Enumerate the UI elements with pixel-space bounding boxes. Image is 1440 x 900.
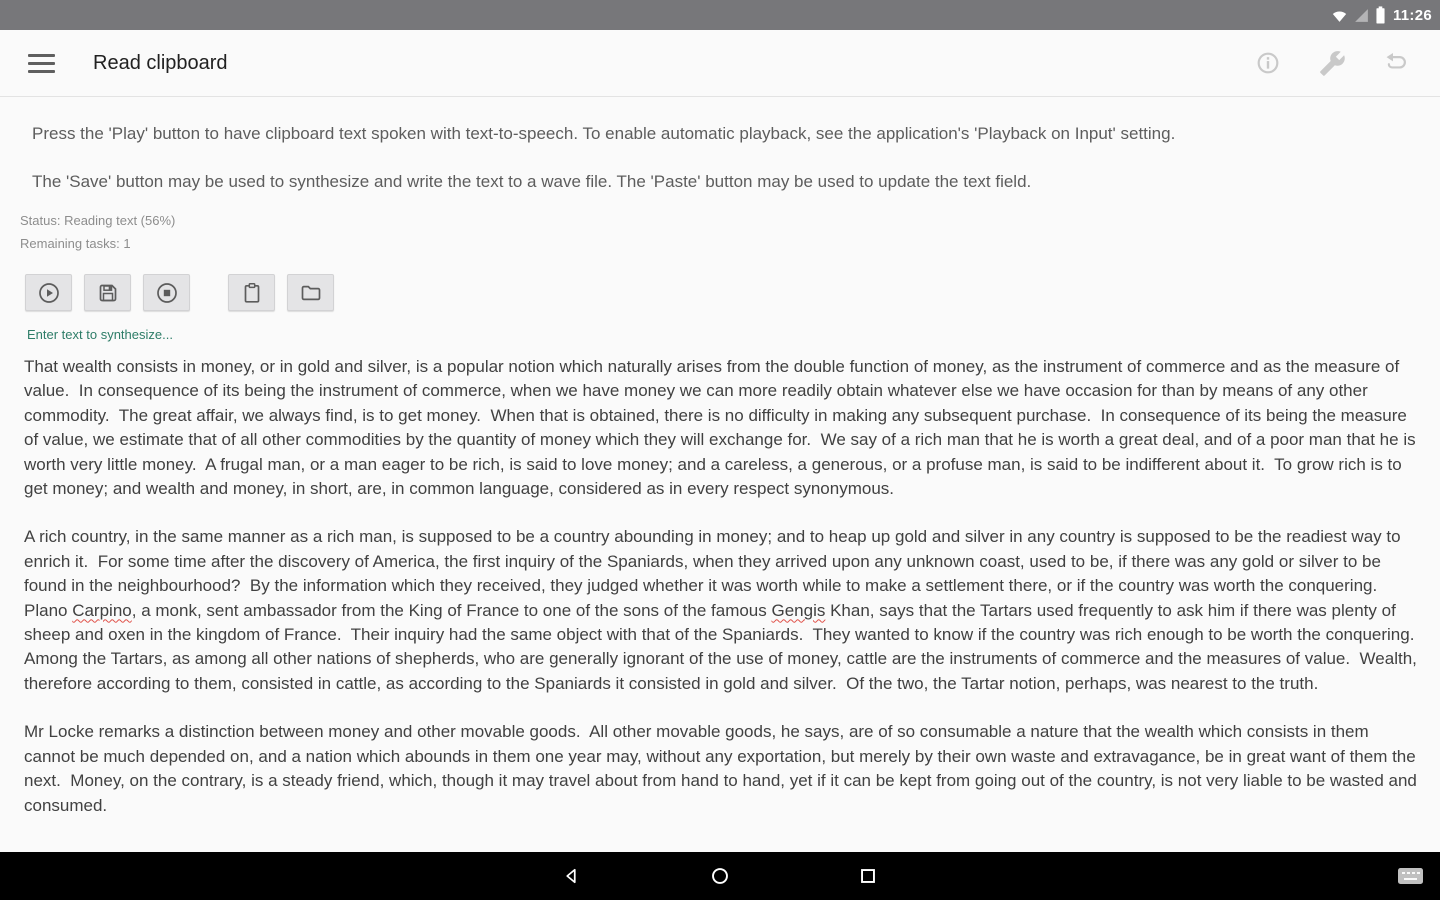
misspelled-word: Gengis <box>771 600 826 620</box>
remaining-tasks-line: Remaining tasks: 1 <box>20 236 131 251</box>
home-button[interactable] <box>707 863 733 889</box>
play-button[interactable] <box>25 274 72 311</box>
stop-button[interactable] <box>143 274 190 311</box>
misspelled-word: Carpino <box>72 600 132 620</box>
keyboard-button[interactable] <box>1397 866 1424 886</box>
undo-icon[interactable] <box>1382 49 1410 77</box>
clipboard-text[interactable] <box>0 355 1440 818</box>
instruction-play: Press the 'Play' button to have clipboard text spoken with text-to-speech. To enable automatic playback, see the application's 'Playback on Input' setting. <box>32 124 1176 143</box>
recents-icon <box>857 865 879 887</box>
back-icon <box>561 865 583 887</box>
battery-icon <box>1375 6 1386 24</box>
home-icon <box>709 865 731 887</box>
app-bar-actions <box>1254 49 1410 77</box>
open-file-button[interactable] <box>287 274 334 311</box>
text-paragraph: That wealth consists in money, or in gold and silver, is a popular notion which naturally arises from the double function of money, as the instrument of commerce and as the measure of value. In consequence of its being the instrument of commerce, when we have money we can more readily obtain whatever else we have occasion for than by means of any other commodity. The great affair, we always find, is to get money. When that is obtained, there is no difficulty in making any subsequent purchase. In consequence of its being the measure of value, we estimate that of all other commodities by the quantity of money which they will exchange for. We say of a rich man that he is worth a great deal, and of a poor man that he is worth very little money. A frugal man, or a man eager to be rich, is said to love money; and a careless, a generous, or a profuse man, is said to be indifferent about it. To grow rich is to get money; and wealth and money, in short, are, in common language, considered as in every respect synonymous. <box>24 357 1421 499</box>
toolbar <box>0 274 1440 311</box>
status-panel <box>0 209 1440 255</box>
status-line: Status: Reading text (56%) <box>20 213 176 228</box>
menu-icon[interactable] <box>28 54 55 73</box>
page-title: Read clipboard <box>93 51 228 74</box>
save-button[interactable] <box>84 274 131 311</box>
text-paragraph: A rich country, in the same manner as a rich man, is supposed to be a country abounding in money; and to heap up gold and silver in any country is supposed to be the readiest way to enrich it. For some time after the discovery of America, the first inquiry of the Spaniards, when they arrived upon any unknown coast, used to be, if there was any gold or silver to be found in the neighbourhood? By the information which they received, they judged whether it was worth while to make a settlement there, or if the country was worth the conquering. Plano Carpino, a monk, sent ambassador from the King of France to one of the sons of the famous Gengis Khan, says that the Tartars used frequently to ask him if there was plenty of sheep and oxen in the kingdom of France. Their inquiry had the same object with that of the Spaniards. They wanted to know if the country was rich enough to be worth the conquering. Among the Tartars, as among all other nations of shepherds, who are generally ignorant of the use of money, cattle are the instruments of commerce and the measures of value. Wealth, therefore according to them, consisted in cattle, as according to the Spaniards it consisted in gold and silver. Of the two, the Tartar notion, perhaps, was nearest to the truth. <box>24 527 1423 693</box>
nav-bar <box>0 852 1440 900</box>
wrench-icon[interactable] <box>1318 49 1346 77</box>
status-time: 11:26 <box>1392 6 1432 24</box>
save-icon <box>96 281 120 305</box>
text-paragraph: Mr Locke remarks a distinction between money and other movable goods. All other movable goods, he says, are of so consumable a nature that the wealth which consists in them cannot be much depended on, and a nation which abounds in them one year may, without any exportation, but merely by their own waste and extravagance, be in great want of them the next. Money, on the contrary, is a steady friend, which, though it may travel about from hand to hand, yet if it can be kept from going out of the country, is not very liable to be wasted and consumed. <box>24 722 1422 815</box>
folder-icon <box>299 281 323 305</box>
info-icon[interactable] <box>1254 49 1282 77</box>
recents-button[interactable] <box>855 863 881 889</box>
instruction-save: The 'Save' button may be used to synthesize and write the text to a wave file. The 'Paste' button may be used to update the text field. <box>32 172 1032 191</box>
cell-signal-icon <box>1353 7 1370 24</box>
stop-icon <box>155 281 179 305</box>
back-button[interactable] <box>559 863 585 889</box>
paste-button[interactable] <box>228 274 275 311</box>
keyboard-icon <box>1397 866 1424 886</box>
text-field-hint[interactable]: Enter text to synthesize... <box>27 327 173 342</box>
app-bar <box>0 30 1440 97</box>
status-bar <box>0 0 1440 30</box>
paste-icon <box>240 281 264 305</box>
play-icon <box>37 281 61 305</box>
wifi-icon <box>1331 7 1348 24</box>
